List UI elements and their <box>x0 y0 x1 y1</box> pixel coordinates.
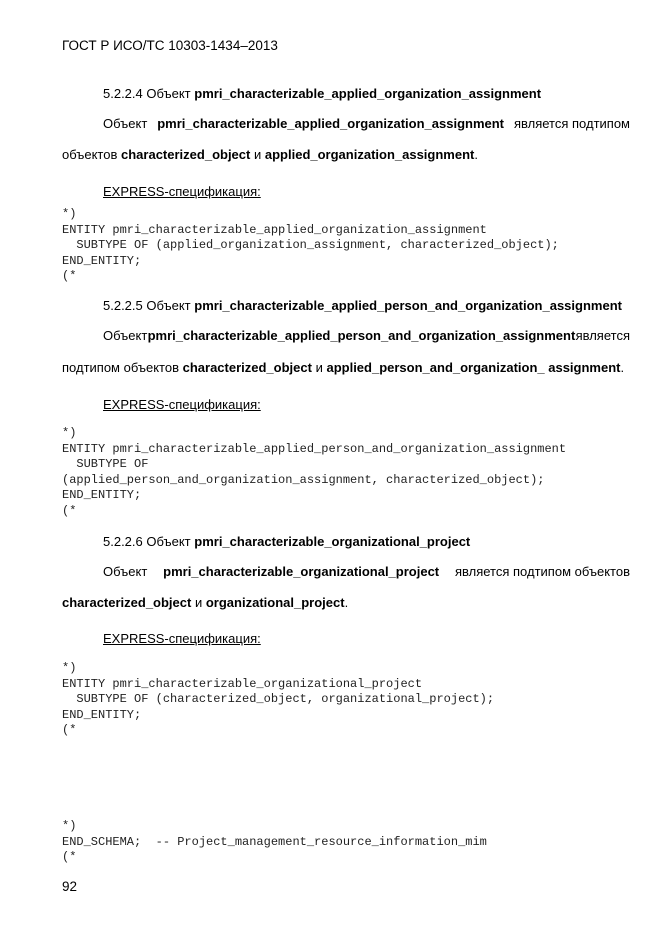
and-word: и <box>253 147 262 162</box>
period: . <box>620 360 625 375</box>
section-entity-name: pmri_characterizable_organizational_project <box>194 534 471 549</box>
para-word: Объект <box>103 328 148 343</box>
supertype-2: applied_organization_assignment <box>264 147 475 162</box>
section-heading-5-2-2-6 <box>103 534 470 549</box>
para-entity: pmri_characterizable_organizational_project <box>163 564 440 579</box>
section-paragraph-line2 <box>62 360 624 375</box>
para-entity: pmri_characterizable_applied_person_and_organization_assignment <box>147 328 576 343</box>
supertype-1: characterized_object <box>182 360 312 375</box>
supertype-1: characterized_object <box>62 595 192 610</box>
section-paragraph-line2 <box>62 595 348 610</box>
section-number: 5.2.2.6 Объект <box>103 534 191 549</box>
express-spec-label: EXPRESS-спецификация: <box>103 631 261 646</box>
para-tail: является <box>575 328 630 343</box>
section-paragraph-line1 <box>103 564 630 579</box>
period: . <box>344 595 349 610</box>
section-paragraph-line1 <box>103 116 630 131</box>
express-code-block: *) ENTITY pmri_characterizable_applied_person_and_organization_assignment SUBTYPE OF (applied_person_and_organization_assignment, characterized_object); END_ENTITY; (* <box>62 426 567 518</box>
section-heading-5-2-2-4 <box>103 86 541 101</box>
and-word: и <box>315 360 323 375</box>
section-entity-name: pmri_characterizable_applied_person_and_organization_assignment <box>194 298 622 313</box>
section-paragraph-line1 <box>103 328 630 343</box>
express-spec-label: EXPRESS-спецификация: <box>103 397 261 412</box>
and-word: и <box>194 595 203 610</box>
supertype-2: applied_person_and_organization_ assignment <box>326 360 621 375</box>
page-number: 92 <box>62 879 78 894</box>
section-number: 5.2.2.4 Объект <box>103 86 191 101</box>
period: . <box>474 147 478 162</box>
para-tail: является подтипом объектов <box>454 564 630 579</box>
para-lead: объектов <box>62 147 118 162</box>
express-spec-label: EXPRESS-спецификация: <box>103 184 261 199</box>
supertype-1: characterized_object <box>121 147 251 162</box>
end-schema-code-block: *) END_SCHEMA; -- Project_management_resource_information_mim (* <box>62 819 487 864</box>
section-paragraph-line2 <box>62 147 478 162</box>
express-code-block: *) ENTITY pmri_characterizable_applied_organization_assignment SUBTYPE OF (applied_organization_assignment, characterized_object); END_ENTITY; (* <box>62 207 559 283</box>
para-lead: подтипом объектов <box>62 360 179 375</box>
section-heading-5-2-2-5 <box>103 298 622 313</box>
section-number: 5.2.2.5 Объект <box>103 298 191 313</box>
express-code-block: *) ENTITY pmri_characterizable_organizational_project SUBTYPE OF (characterized_object, organizational_project); END_ENTITY; (* <box>62 661 495 737</box>
para-entity: pmri_characterizable_applied_organization_assignment <box>157 116 505 131</box>
section-entity-name: pmri_characterizable_applied_organization_assignment <box>194 86 542 101</box>
page-header: ГОСТ Р ИСО/ТС 10303-1434–2013 <box>62 38 278 53</box>
para-word: Объект <box>103 564 148 579</box>
para-word: Объект <box>103 116 148 131</box>
supertype-2: organizational_project <box>205 595 345 610</box>
para-tail: является подтипом <box>513 116 630 131</box>
